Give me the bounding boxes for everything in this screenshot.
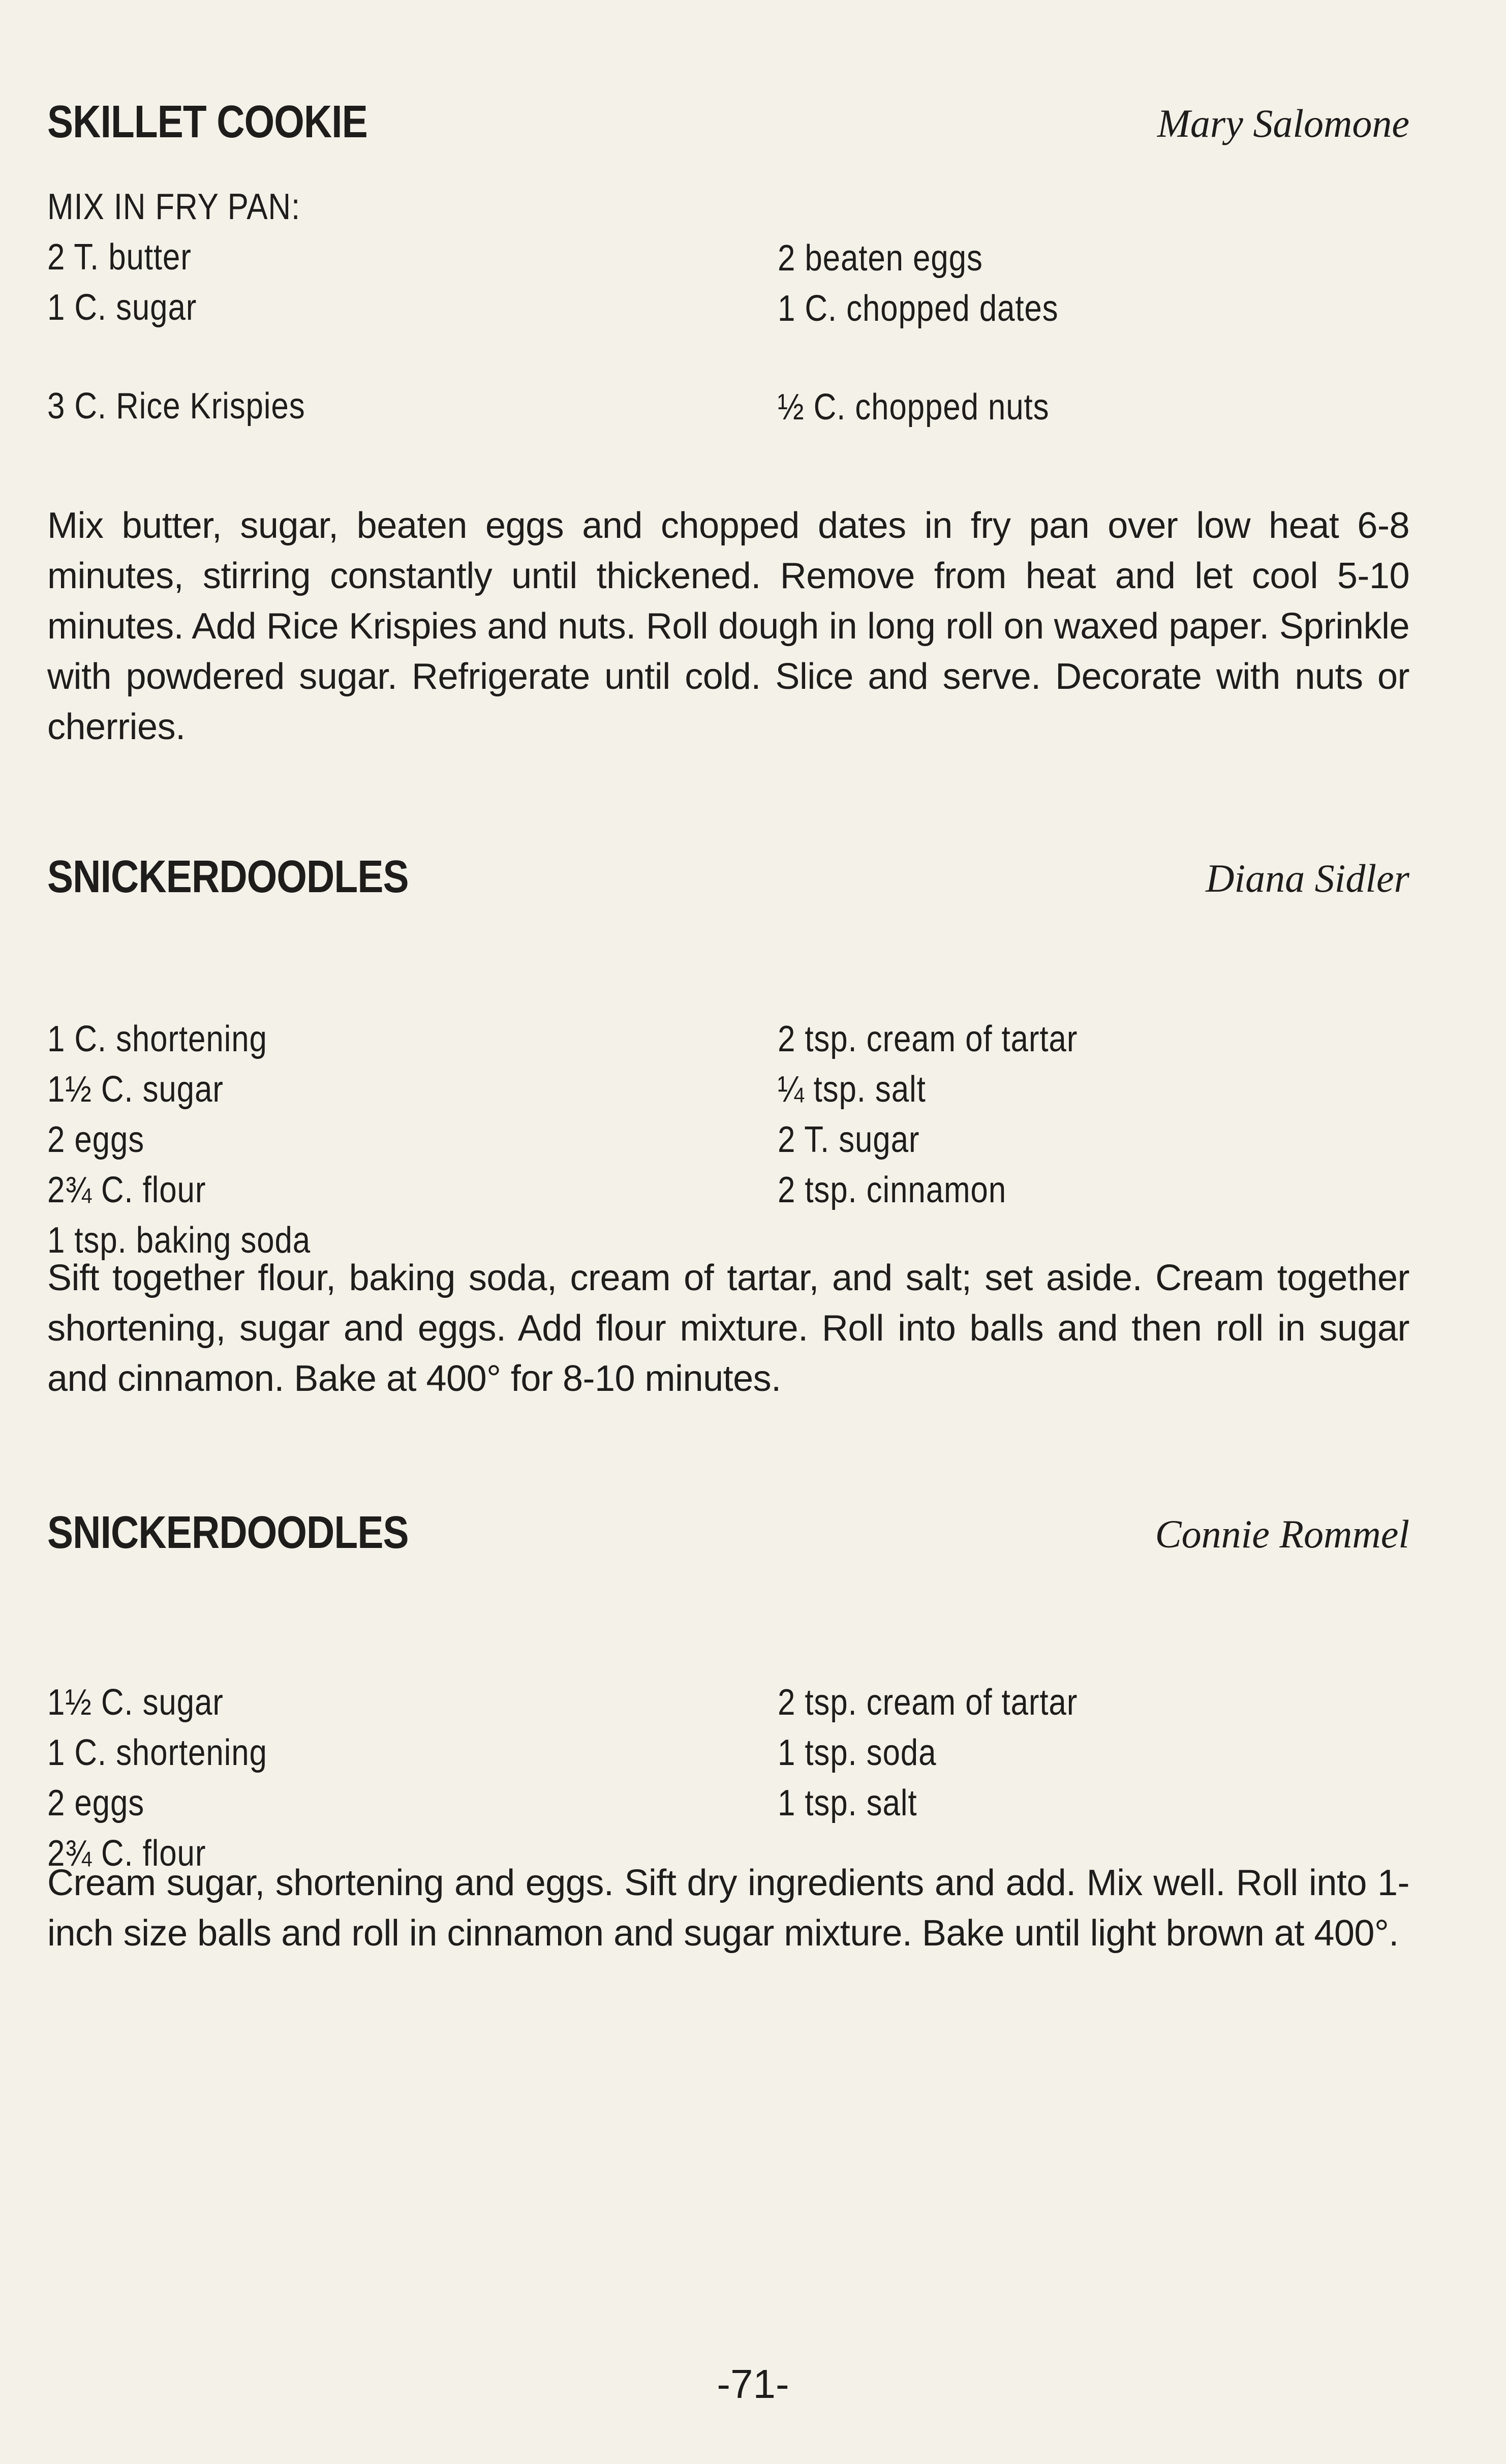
ingredient-line: 2 beaten eggs	[778, 238, 983, 279]
ingredient-line: 1 C. shortening	[47, 1732, 267, 1773]
ingredients-left	[47, 182, 347, 432]
ingredient-line: 2¾ C. flour	[47, 1170, 206, 1210]
ingredient-spacer	[47, 333, 305, 381]
recipe-title: SNICKERDOODLES	[47, 851, 409, 902]
ingredient-line: 1 tsp. salt	[778, 1783, 917, 1823]
recipe-snickerdoodles-rommel	[47, 1502, 1409, 1954]
recipe-author: Connie Rommel	[1155, 1512, 1409, 1556]
ingredient-line: 1½ C. sugar	[47, 1682, 224, 1723]
page-number: -71-	[717, 2361, 789, 2407]
recipe-header	[47, 846, 1409, 912]
ingredient-line: 2 T. butter	[47, 237, 192, 278]
ingredients-left	[47, 1678, 303, 1879]
recipe-author: Diana Sidler	[1206, 856, 1409, 900]
ingredient-line: 2¾ C. flour	[47, 1833, 206, 1874]
ingredient-line: 1 C. sugar	[47, 287, 197, 328]
ingredient-line: ½ C. chopped nuts	[778, 387, 1050, 428]
recipe-title: SNICKERDOODLES	[47, 1507, 409, 1558]
ingredients-right	[778, 183, 1104, 433]
ingredient-line: 2 eggs	[47, 1119, 145, 1160]
ingredient-line: 2 tsp. cream of tartar	[778, 1682, 1078, 1723]
ingredient-line: 1 C. chopped dates	[778, 288, 1059, 329]
recipe-author: Mary Salomone	[1157, 101, 1409, 145]
recipe-directions: Cream sugar, shortening and eggs. Sift dry ingredients and add. Mix well. Roll into 1-inch size balls and roll in cinnamon and sugar mixture. Bake until light brown at 400°.	[47, 1863, 1409, 1954]
recipe-directions: Mix butter, sugar, beaten eggs and chopped dates in fry pan over low heat 6-8 minutes, stirring constantly until thickened. Remove from heat and let cool 5-10 minutes. Add Rice Krispies and nuts. Roll dough in long roll on waxed paper. Sprinkle with powdered sugar. Refrigerate until cold. Slice and serve. Decorate with nuts or cherries.	[47, 505, 1409, 747]
ingredient-line: MIX IN FRY PAN:	[47, 187, 301, 227]
recipe-directions: Sift together flour, baking soda, cream of tartar, and salt; set aside. Cream together shortening, sugar and eggs. Add flour mixture. Roll into balls and then roll in sugar and cinnamon. Bake at 400° for 8-10 minutes.	[47, 1258, 1409, 1399]
ingredients-left	[47, 1014, 353, 1266]
recipe-title: SKILLET COOKIE	[47, 97, 367, 147]
ingredient-spacer	[778, 183, 1059, 233]
ingredient-spacer	[778, 334, 1059, 382]
ingredient-line: 1½ C. sugar	[47, 1069, 224, 1110]
ingredients-right	[778, 1678, 1126, 1829]
recipe-skillet-cookie	[47, 92, 1409, 747]
ingredient-line: 1 tsp. baking soda	[47, 1220, 311, 1261]
recipe-snickerdoodles-sidler	[47, 846, 1409, 1399]
ingredient-line: 1 C. shortening	[47, 1019, 267, 1059]
recipe-header	[47, 1502, 1409, 1568]
ingredient-line: ¼ tsp. salt	[778, 1069, 926, 1110]
ingredient-line: 2 tsp. cream of tartar	[778, 1019, 1078, 1059]
ingredient-line: 2 tsp. cinnamon	[778, 1170, 1007, 1210]
ingredients-right	[778, 1014, 1126, 1215]
ingredient-line: 2 eggs	[47, 1783, 145, 1823]
ingredient-line: 2 T. sugar	[778, 1119, 920, 1160]
ingredient-line: 1 tsp. soda	[778, 1732, 937, 1773]
recipe-header	[47, 92, 1409, 158]
ingredient-line: 3 C. Rice Krispies	[47, 386, 305, 427]
